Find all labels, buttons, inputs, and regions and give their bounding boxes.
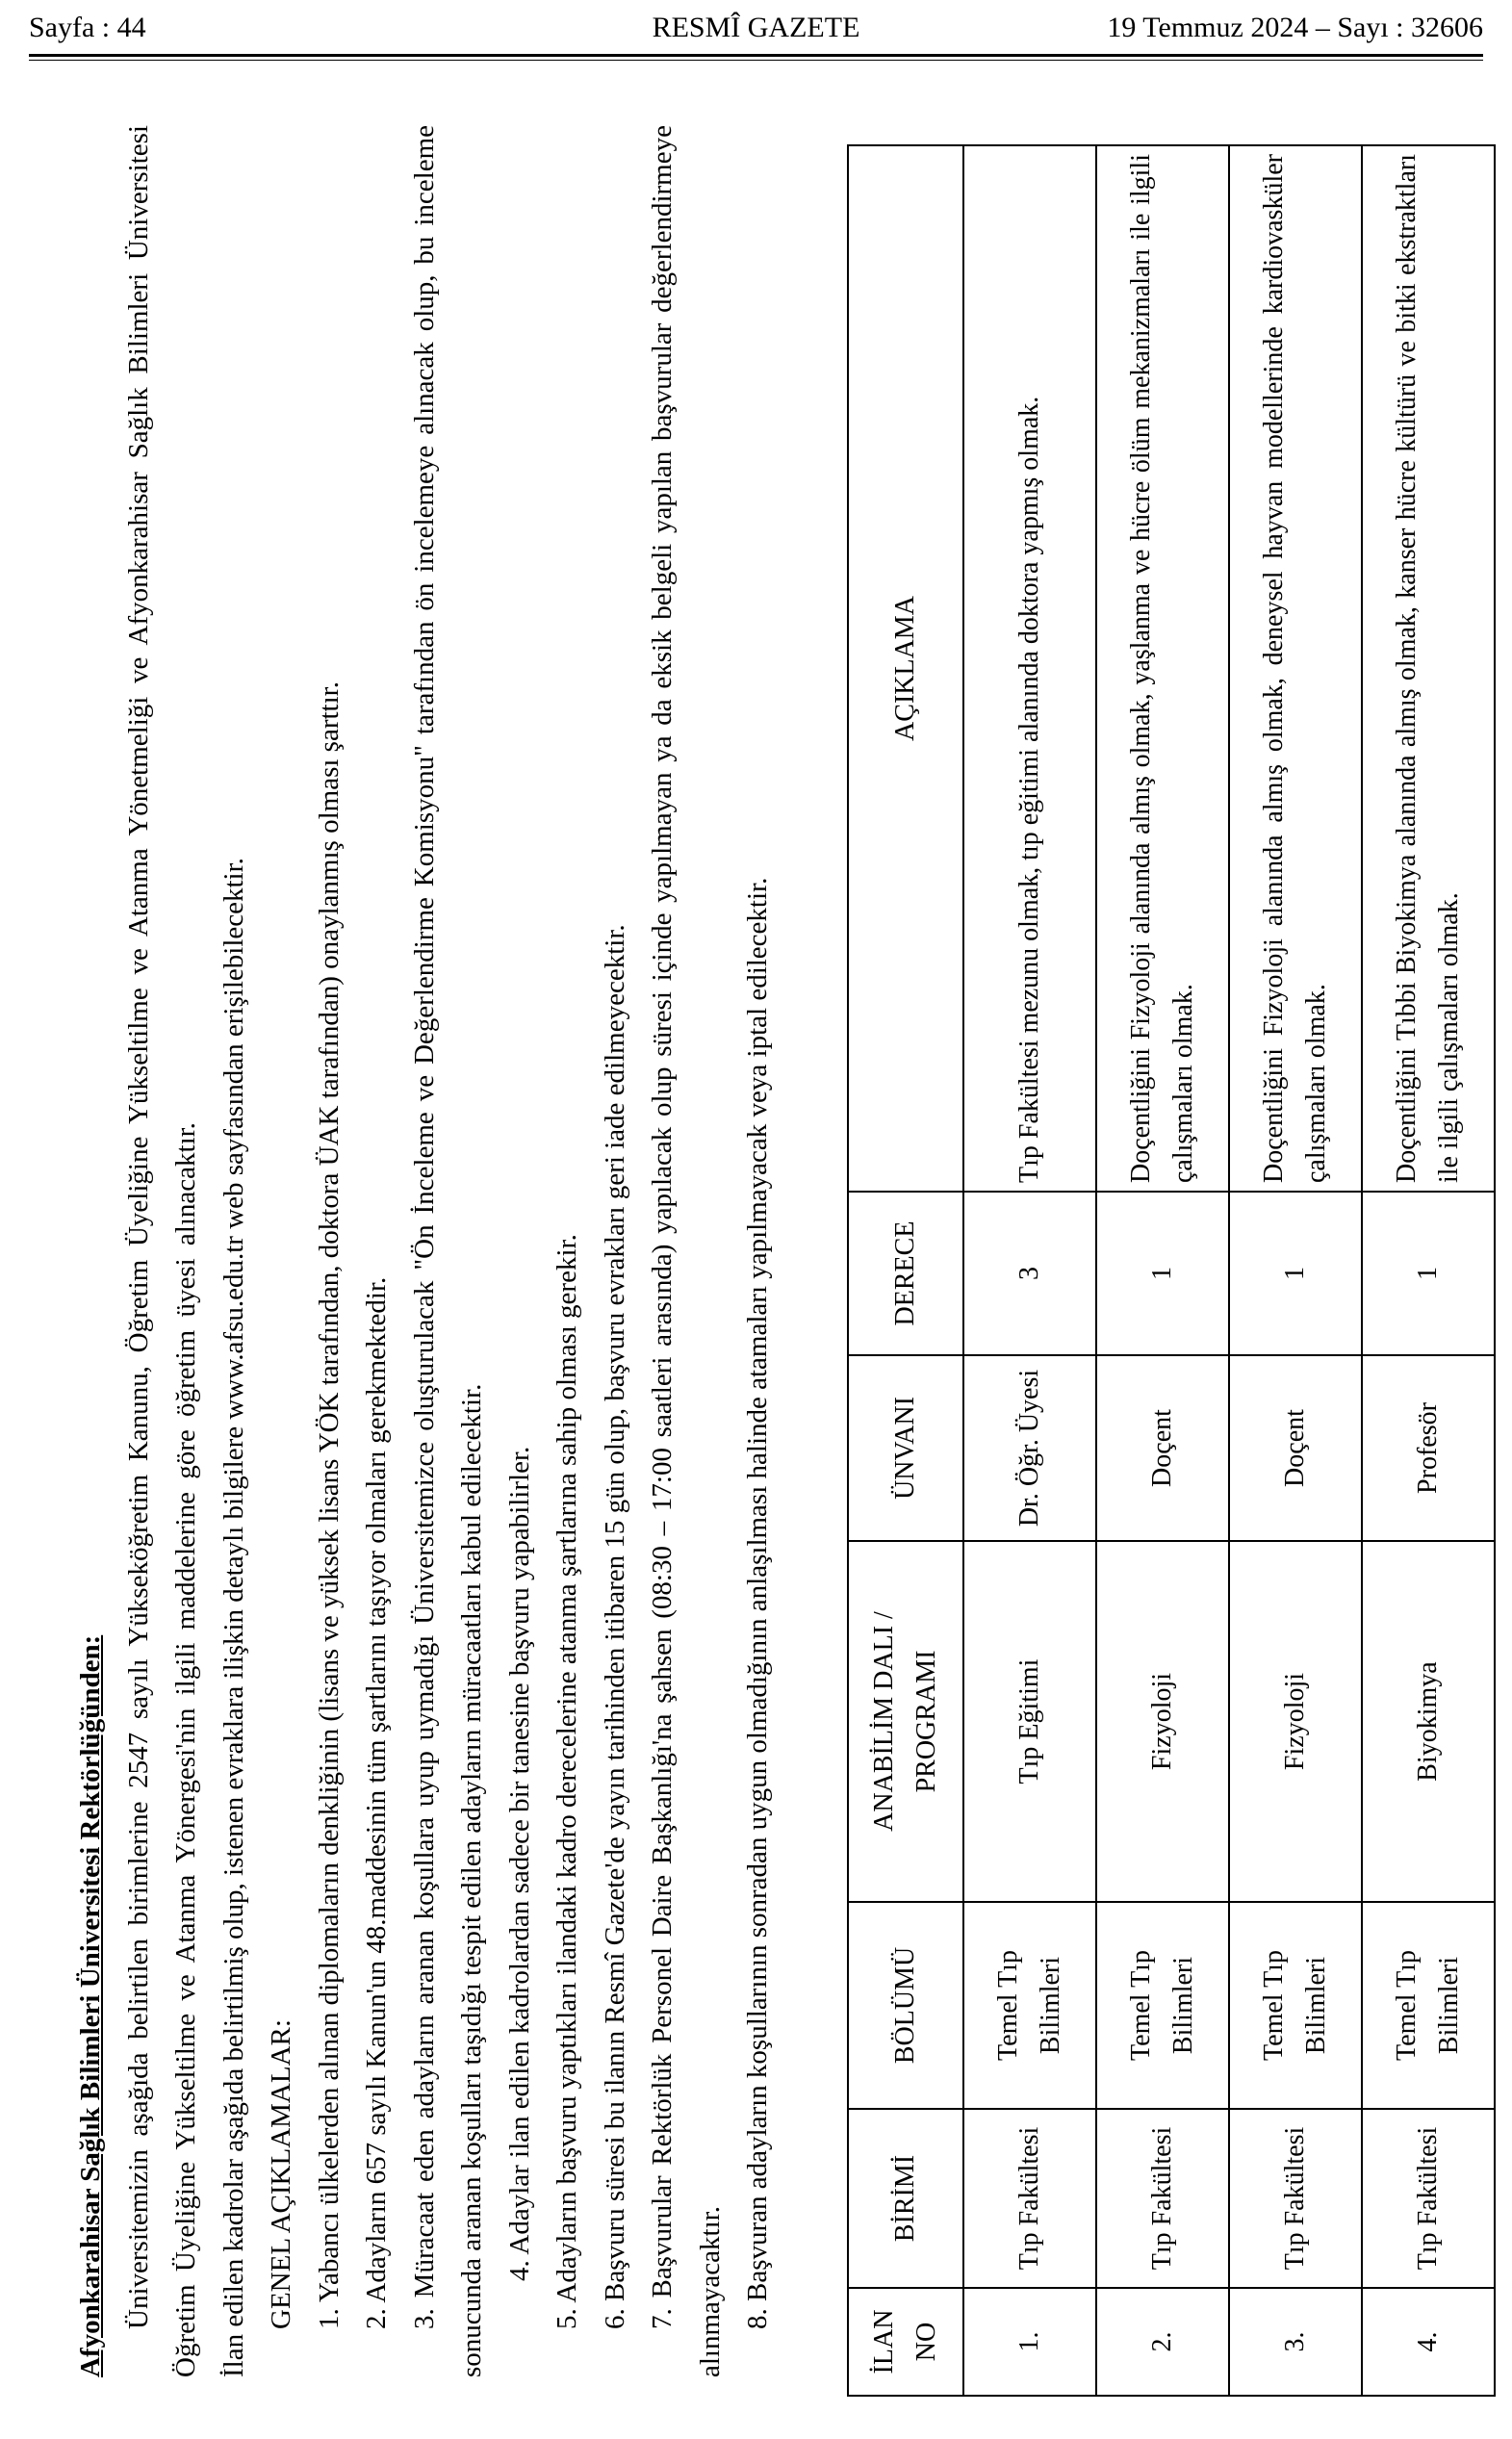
list-item: 4. Adaylar ilan edilen kadrolardan sadece bir tanesine başvuru yapabilirler. [503, 1446, 535, 2281]
cell-program: Fizyoloji [1096, 1541, 1229, 1902]
announcement [67, 125, 782, 2377]
column-header-title: ÜNVANI [848, 1355, 963, 1541]
page-number: Sayfa : 44 [29, 12, 146, 43]
cell-department: Temel Tıp Bilimleri [1362, 1902, 1495, 2109]
table-header-row [848, 145, 963, 2396]
cell-no: 2. [1096, 2288, 1229, 2396]
cell-title: Doçent [1229, 1355, 1362, 1541]
column-header-unit: BİRİMİ [848, 2109, 963, 2288]
column-header-description: AÇIKLAMA [848, 145, 963, 1192]
cell-program: Fizyoloji [1229, 1541, 1362, 1902]
column-header-degree: DERECE [848, 1192, 963, 1355]
table-row [1096, 145, 1229, 2396]
intro-paragraph: Üniversitemizin aşağıda belirtilen birimlerine 2547 sayılı Yükseköğretim Kanunu, Öğretim Üyeliğine Yükseltilme ve Atanma Yönetmeliği ve Afyonkarahisar Sağlık Bilimleri Üniversitesi Öğretim Üyeliğine Yükseltilme ve Atanma Yönergesi'nin ilgili maddelerine göre öğretim üyesi alınacaktır. [122, 125, 201, 2377]
cell-degree: 1 [1362, 1192, 1495, 1355]
cell-program: Tıp Eğitimi [963, 1541, 1096, 1902]
gazette-title: RESMÎ GAZETE [652, 12, 860, 43]
cell-degree: 1 [1096, 1192, 1229, 1355]
cell-department: Temel Tıp Bilimleri [1096, 1902, 1229, 2109]
column-header-no: İLAN NO [848, 2288, 963, 2396]
table-row [963, 145, 1096, 2396]
cell-title: Dr. Öğr. Üyesi [963, 1355, 1096, 1541]
list-item: 2. Adayların 657 sayılı Kanun'un 48.maddesinin tüm şartlarını taşıyor olmaları gerekmektedir. [361, 1276, 392, 2329]
cell-no: 4. [1362, 2288, 1495, 2396]
list-item: 7. Başvurular Rektörlük Personel Daire Başkanlığı'na şahsen (08:30 – 17:00 saatleri arasında) yapılacak olup süresi içinde yapılmayan ya da eksik belgeli yapılan başvurular değerlendirmeye alınmayacaktır. [647, 125, 726, 2377]
cell-description: Doçentliğini Fizyoloji alanında almış olmak, yaşlanma ve hücre ölüm mekanizmaları ile ilgili çalışmaları olmak. [1096, 145, 1229, 1192]
header-rule-thin [29, 60, 1483, 61]
cell-no: 1. [963, 2288, 1096, 2396]
header-rule-thick [29, 54, 1483, 57]
announcement-title: Afyonkarahisar Sağlık Bilimleri Üniversitesi Rektörlüğünden: [75, 1634, 106, 2377]
cell-department: Temel Tıp Bilimleri [963, 1902, 1096, 2109]
page-header [29, 10, 1483, 58]
cell-no: 3. [1229, 2288, 1362, 2396]
list-item: 6. Başvuru süresi bu ilanın Resmî Gazete'de yayın tarihinden itibaren 15 gün olup, başvuru evrakları geri iade edilmeyecektir. [599, 924, 630, 2329]
list-item: 5. Adayların başvuru yaptıkları ilandaki kadro derecelerine atanma şartlarına sahip olması gerekir. [551, 1234, 582, 2329]
cell-unit: Tıp Fakültesi [1096, 2109, 1229, 2288]
cell-description: Doçentliğini Fizyoloji alanında almış olmak, deneysel hayvan modellerinde kardiovasküler çalışmaları olmak. [1229, 145, 1362, 1192]
column-header-program: ANABİLİM DALI / PROGRAMI [848, 1541, 963, 1902]
cell-description: Tıp Fakültesi mezunu olmak, tıp eğitimi alanında doktora yapmış olmak. [963, 145, 1096, 1192]
positions-table [847, 144, 1496, 2397]
cell-unit: Tıp Fakültesi [963, 2109, 1096, 2288]
list-item: 8. Başvuran adayların koşullarının sonradan uygun olmadığının anlaşılması halinde atamaları yapılmayacak veya iptal edilecektir. [742, 877, 773, 2329]
rotated-page-body [67, 96, 1464, 2406]
cell-degree: 3 [963, 1192, 1096, 1355]
table-row [1362, 145, 1495, 2396]
cell-unit: Tıp Fakültesi [1362, 2109, 1495, 2288]
cell-unit: Tıp Fakültesi [1229, 2109, 1362, 2288]
cell-title: Doçent [1096, 1355, 1229, 1541]
list-item: 3. Müracaat eden adayların aranan koşullara uyup uymadığı Üniversitemizce oluşturulacak "Ön İnceleme ve Değerlendirme Komisyonu" tarafından ön incelemeye alınacak olup, bu inceleme sonucunda aranan koşulları taşıdığı tespit edilen adayların müracaatları kabul edilecektir. [408, 125, 487, 2377]
cell-degree: 1 [1229, 1192, 1362, 1355]
cell-description: Doçentliğini Tıbbi Biyokimya alanında almış olmak, kanser hücre kültürü ve bitki ekstraktları ile ilgili çalışmaları olmak. [1362, 145, 1495, 1192]
table-row [1229, 145, 1362, 2396]
cell-department: Temel Tıp Bilimleri [1229, 1902, 1362, 2109]
issue-date: 19 Temmuz 2024 – Sayı : 32606 [1107, 12, 1483, 43]
general-heading: GENEL AÇIKLAMALAR: [266, 2019, 296, 2329]
cell-program: Biyokimya [1362, 1541, 1495, 1902]
list-item: 1. Yabancı ülkelerden alınan diplomaların denkliğinin (lisans ve yüksek lisans YÖK tarafından, doktora ÜAK tarafından) onaylanmış olması şarttır. [313, 681, 345, 2329]
intro-paragraph-2: İlan edilen kadrolar aşağıda belirtilmiş olup, istenen evraklara ilişkin detaylı bilgilere www.afsu.edu.tr web sayfasından erişilebilecektir. [218, 858, 249, 2377]
cell-title: Profesör [1362, 1355, 1495, 1541]
column-header-department: BÖLÜMÜ [848, 1902, 963, 2109]
